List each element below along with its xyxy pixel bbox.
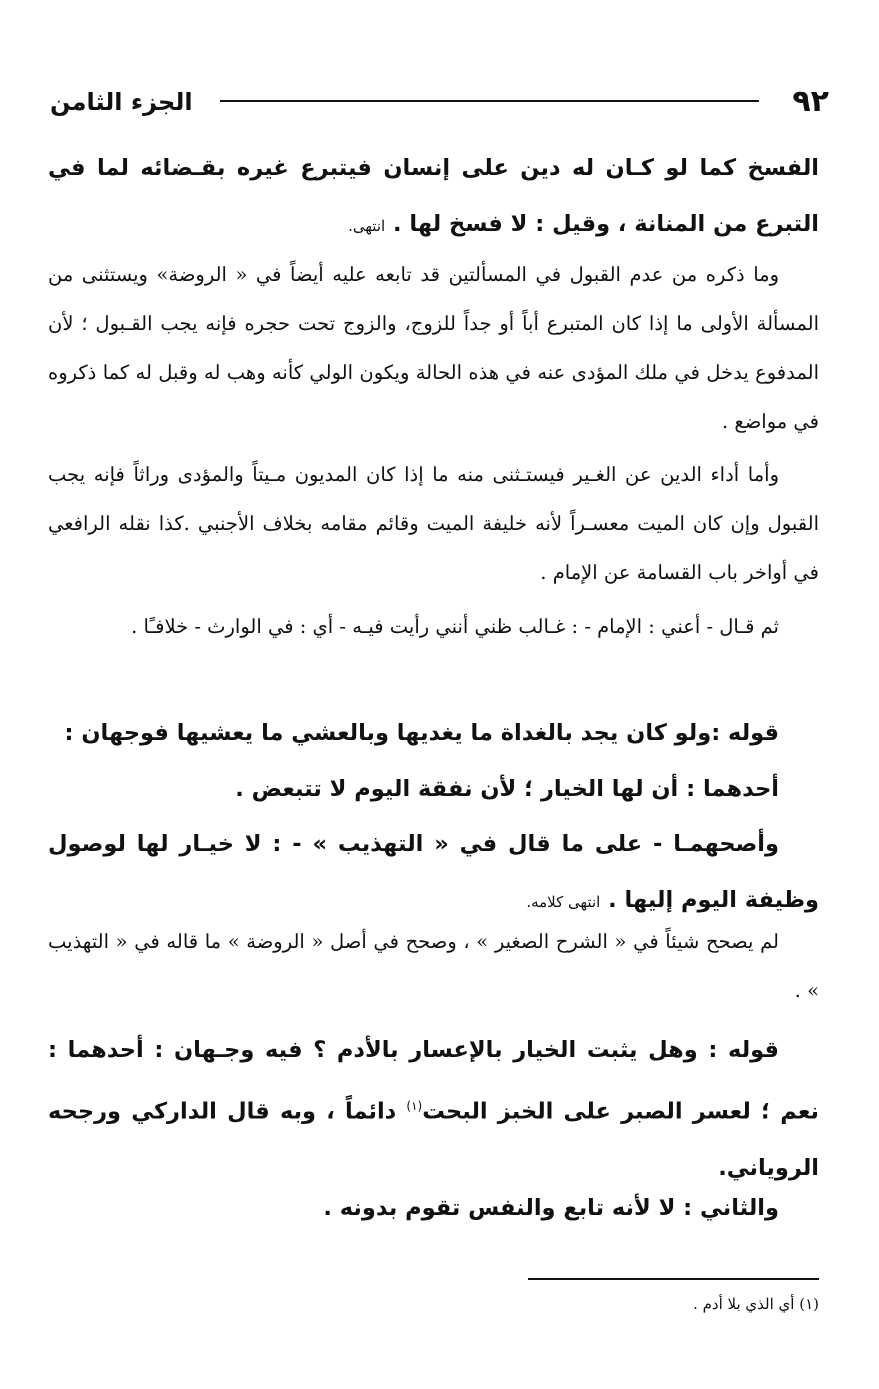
paragraph-9-text-b: دائماً ، وبه قال الداركي ورجحه الروياني.	[48, 1098, 819, 1181]
paragraph-7-end-note: انتهى كلامه.	[526, 893, 601, 911]
footnote: (١) أي الذي بلا أدم .	[693, 1295, 819, 1313]
page-header	[50, 82, 829, 122]
paragraph-10: والثاني : لا لأنه تابع والنفس تقوم بدونه .	[323, 1195, 779, 1221]
paragraph-7-text: وأصحهمـا - على ما قال في « التهذيب » - : لا خيـار لها لوصول وظيفة اليوم إليها .	[48, 831, 819, 913]
paragraph-5	[48, 705, 819, 817]
footnote-rule	[528, 1278, 819, 1280]
page-number: ٩٢	[792, 84, 829, 119]
paragraph-9-text-a: قوله : وهل يثبت الخيار بالإعسار بالأدم ؟ فيه وجـهان : أحدهما : نعم ؛ لعسر الصبر على الخبز البحت	[48, 1037, 819, 1125]
footnote-marker: (١)	[406, 1099, 423, 1113]
paragraph-6-line: أحدهما : أن لها الخيار ؛ لأن نفقة اليوم لا تتبعض .	[235, 776, 779, 802]
header-rule	[220, 100, 759, 102]
paragraph-2: وما ذكره من عدم القبول في المسألتين قد تابعه عليه أيضاً في « الروضة» ويستثنى من المسألة الأولى ما إذا كان المتبرع أباً أو جداً للزوج، والزوج تحت حجره فإنه يجب القـبول ؛ لأن المدفوع يدخل في ملك المؤدى عنه في هذه الحالة ويكون الولي كأنه وهب له وقبل له كما ذكروه في مواضع .	[48, 263, 819, 433]
paragraph-5-line: قوله :ولو كان يجد بالغداة ما يغديها وبالعشي ما يعشيها فوجهان :	[64, 720, 779, 746]
paragraph-1	[48, 140, 819, 254]
paragraph-7	[48, 816, 819, 930]
running-title: الجزء الثامن	[50, 88, 193, 116]
paragraph-8: لم يصحح شيئاً في « الشرح الصغير » ، وصحح في أصل « الروضة » ما قاله في « التهذيب » .	[48, 930, 819, 1002]
paragraph-4: ثم قـال - أعني : الإمام - : غـالب ظني أنني رأيت فيـه - أي : في الوارث - خلافـًا .	[131, 615, 779, 638]
paragraph-1-end-note: انتهى.	[348, 217, 386, 235]
paragraph-1-text: الفسخ كما لو كـان له دين على إنسان فيتبرع غيره بقـضائه لما في التبرع من المنانة ، وقيل : لا فسخ لها .	[48, 155, 819, 237]
paragraph-3: وأما أداء الدين عن الغـير فيستـثنى منه ما إذا كان المديون مـيتاً والمؤدى وراثاً فإنه يجب القبول وإن كان الميت معسـراً لأنه خليفة الميت وقائم مقامه بخلاف الأجنبي .كذا نقله الرافعي في أواخر باب القسامة عن الإمام .	[48, 463, 819, 584]
paragraph-9	[48, 1022, 819, 1196]
